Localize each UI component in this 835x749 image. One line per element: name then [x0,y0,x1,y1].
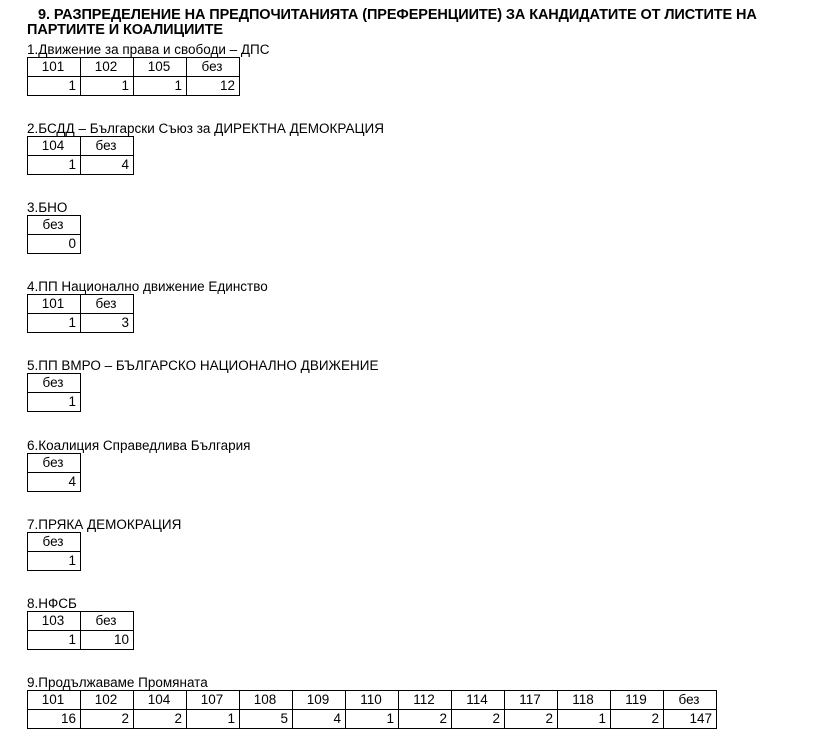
candidate-number-row [28,374,81,393]
party-block [27,279,268,333]
preference-count-row [28,156,134,175]
party-block [27,200,81,254]
preference-count-cell: 1 [346,710,399,729]
preference-count-cell: 2 [134,710,187,729]
candidate-number-cell: 104 [28,137,81,156]
candidate-number-row [28,533,81,552]
candidate-number-cell: 102 [81,58,134,77]
preference-count-row [28,235,81,254]
page-title-line-2: ПАРТИИТЕ И КОАЛИЦИИТЕ [27,22,223,38]
candidate-number-cell: без [81,612,134,631]
candidate-number-cell: 110 [346,691,399,710]
candidate-number-row [28,612,134,631]
candidate-number-row [28,58,240,77]
candidate-number-row [28,454,81,473]
candidate-number-cell: 102 [81,691,134,710]
preference-count-cell: 1 [28,393,81,412]
candidate-number-cell: 109 [293,691,346,710]
preference-count-cell: 2 [399,710,452,729]
candidate-number-cell: 103 [28,612,81,631]
party-label: 7.ПРЯКА ДЕМОКРАЦИЯ [27,517,182,532]
candidate-number-cell: 105 [134,58,187,77]
party-label: 4.ПП Национално движение Единство [27,279,268,294]
candidate-number-cell: без [28,374,81,393]
preference-count-cell: 2 [505,710,558,729]
party-block [27,42,270,96]
page-title [27,8,817,38]
preference-count-cell: 3 [81,314,134,333]
candidate-number-row [28,137,134,156]
candidate-number-cell: 104 [134,691,187,710]
preference-count-cell: 1 [558,710,611,729]
party-label: 5.ПП ВМРО – БЪЛГАРСКО НАЦИОНАЛНО ДВИЖЕНИЕ [27,358,379,373]
candidate-number-cell: 101 [28,691,81,710]
candidate-number-cell: 114 [452,691,505,710]
candidate-number-cell: без [664,691,717,710]
preference-table [27,136,134,175]
party-label: 1.Движение за права и свободи – ДПС [27,42,270,57]
party-block [27,596,134,650]
preference-table [27,294,134,333]
preference-table [27,215,81,254]
preference-count-cell: 0 [28,235,81,254]
preference-count-row [28,314,134,333]
preference-count-row [28,631,134,650]
party-block [27,438,250,492]
preference-table [27,690,717,729]
preference-count-cell: 1 [28,77,81,96]
candidate-number-cell: 101 [28,295,81,314]
preference-count-cell: 5 [240,710,293,729]
party-label: 2.БСДД – Български Съюз за ДИРЕКТНА ДЕМОКРАЦИЯ [27,121,384,136]
party-block [27,358,378,412]
preference-table [27,57,240,96]
preference-count-cell: 1 [187,710,240,729]
party-block [27,675,717,729]
preference-count-cell: 1 [28,552,81,571]
preference-count-cell: 1 [28,631,81,650]
preference-count-cell: 1 [28,314,81,333]
candidate-number-cell: 107 [187,691,240,710]
candidate-number-cell: без [81,295,134,314]
preference-count-cell: 12 [187,77,240,96]
candidate-number-row [28,691,717,710]
candidate-number-cell: без [28,533,81,552]
candidate-number-cell: 112 [399,691,452,710]
preference-count-cell: 16 [28,710,81,729]
preference-count-row [28,710,717,729]
party-label: 9.Продължаваме Промяната [27,675,208,690]
preference-count-cell: 1 [28,156,81,175]
preference-count-cell: 1 [81,77,134,96]
candidate-number-cell: 118 [558,691,611,710]
preference-count-cell: 4 [28,473,81,492]
preference-table [27,373,81,412]
candidate-number-cell: без [28,454,81,473]
preference-table [27,532,81,571]
candidate-number-row [28,216,81,235]
candidate-number-row [28,295,134,314]
preference-count-cell: 4 [81,156,134,175]
preference-table [27,453,81,492]
party-label: 3.БНО [27,200,68,215]
candidate-number-cell: без [187,58,240,77]
preference-count-cell: 147 [664,710,717,729]
candidate-number-cell: без [28,216,81,235]
preference-count-cell: 2 [452,710,505,729]
party-label: 8.НФСБ [27,596,77,611]
preference-count-cell: 2 [81,710,134,729]
party-block [27,121,384,175]
party-label: 6.Коалиция Справедлива България [27,438,251,453]
page-title-line-1: 9. РАЗПРЕДЕЛЕНИЕ НА ПРЕДПОЧИТАНИЯТА (ПРЕФЕРЕНЦИИТЕ) ЗА КАНДИДАТИТЕ ОТ ЛИСТИТЕ НА [38,7,757,23]
preference-count-row [28,552,81,571]
preference-count-cell: 2 [611,710,664,729]
candidate-number-cell: 101 [28,58,81,77]
preference-table [27,611,134,650]
preference-count-row [28,473,81,492]
preference-count-cell: 1 [134,77,187,96]
preference-count-cell: 4 [293,710,346,729]
party-block [27,517,181,571]
candidate-number-cell: 117 [505,691,558,710]
candidate-number-cell: 119 [611,691,664,710]
preference-count-row [28,77,240,96]
preference-count-row [28,393,81,412]
candidate-number-cell: без [81,137,134,156]
candidate-number-cell: 108 [240,691,293,710]
preference-count-cell: 10 [81,631,134,650]
